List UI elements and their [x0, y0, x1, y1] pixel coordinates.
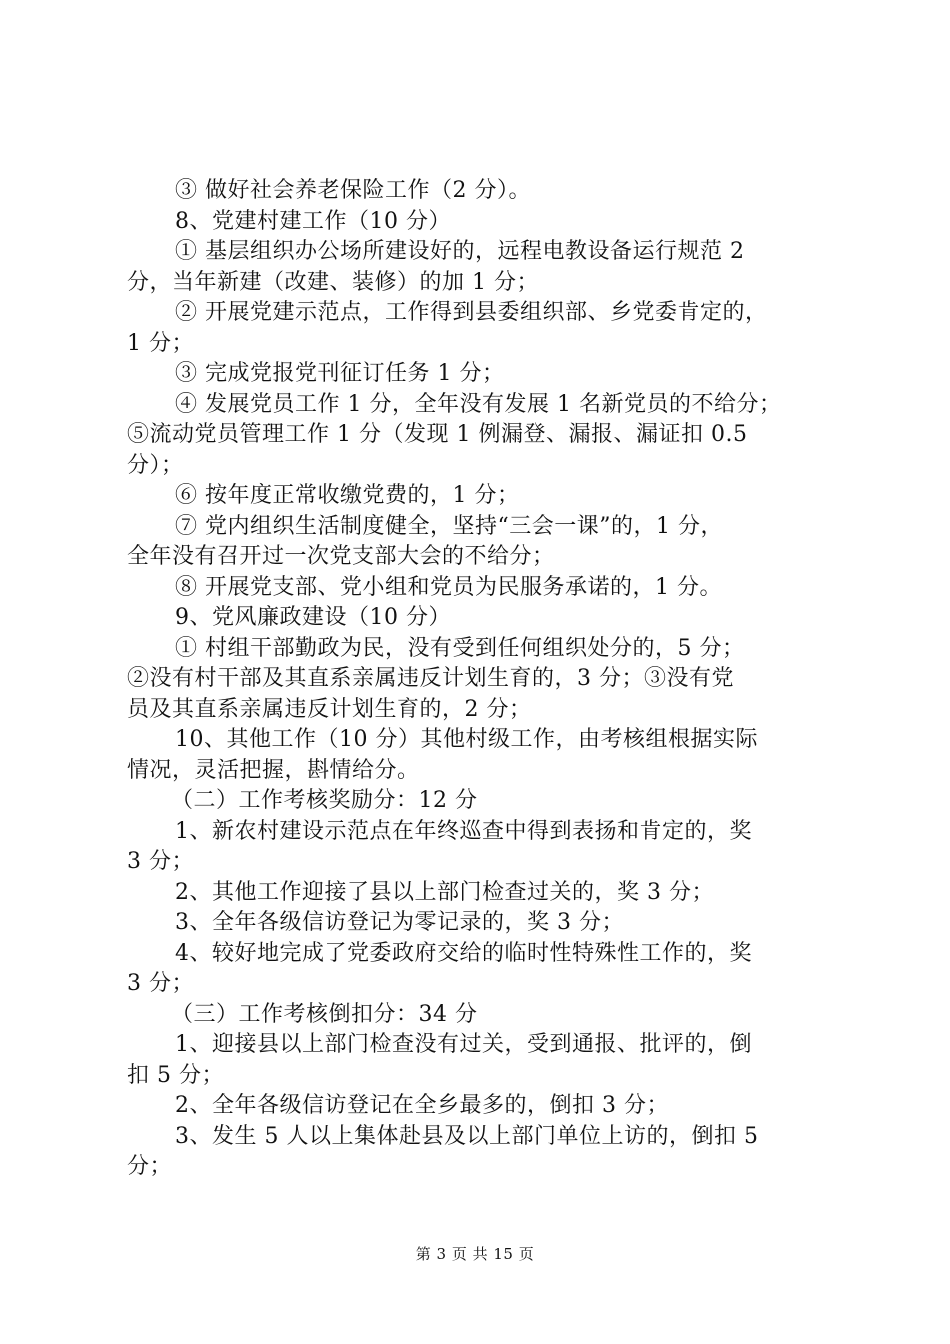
text-line: 9、党风廉政建设（10 分） — [175, 605, 451, 630]
text-line: 1、新农村建设示范点在年终巡查中得到表扬和肯定的，奖 — [175, 818, 752, 844]
text-line: ⑧ 开展党支部、党小组和党员为民服务承诺的，1 分。 — [175, 574, 722, 600]
text-line: ③ 完成党报党刊征订任务 1 分； — [175, 361, 505, 386]
text-line: 1 分； — [127, 330, 194, 356]
text-line: 扣 5 分； — [127, 1062, 224, 1088]
text-line: 分； — [127, 1154, 173, 1179]
text-line: 3 分； — [127, 849, 194, 874]
text-line: 员及其直系亲属违反计划生育的，2 分； — [127, 696, 532, 722]
text-line: 3、全年各级信访登记为零记录的，奖 3 分； — [175, 910, 624, 935]
text-line: 分）； — [127, 452, 184, 478]
text-line: （三）工作考核倒扣分：34 分 — [171, 1001, 478, 1027]
text-line: ⑦ 党内组织生活制度健全，坚持“三会一课”的，1 分， — [175, 513, 723, 539]
text-line: ⑥ 按年度正常收缴党费的，1 分； — [175, 483, 520, 508]
text-line: 10、其他工作（10 分）其他村级工作，由考核组根据实际 — [175, 727, 758, 752]
text-line: 2、其他工作迎接了县以上部门检查过关的，奖 3 分； — [175, 879, 714, 905]
text-line: 全年没有召开过一次党支部大会的不给分； — [127, 544, 555, 569]
text-line: 8、党建村建工作（10 分） — [175, 208, 451, 234]
text-line: 4、较好地完成了党委政府交给的临时性特殊性工作的，奖 — [175, 940, 752, 966]
page-footer: 第 3 页 共 15 页 — [415, 1245, 535, 1263]
text-line: 情况，灵活把握，斟情给分。 — [127, 757, 420, 783]
text-line: ① 基层组织办公场所建设好的，远程电教设备运行规范 2 — [175, 239, 745, 264]
text-line: 3、发生 5 人以上集体赴县及以上部门单位上访的，倒扣 5 — [175, 1123, 759, 1149]
text-line: ③ 做好社会养老保险工作（2 分）。 — [175, 178, 531, 203]
document-body — [127, 176, 832, 1183]
text-line: ② 开展党建示范点，工作得到县委组织部、乡党委肯定的， — [175, 300, 768, 325]
text-line: 分，当年新建（改建、装修）的加 1 分； — [127, 269, 539, 295]
text-line: ① 村组干部勤政为民，没有受到任何组织处分的，5 分； — [175, 635, 745, 661]
text-line: 1、迎接县以上部门检查没有过关，受到通报、批评的，倒 — [175, 1032, 752, 1057]
text-line: ②没有村干部及其直系亲属违反计划生育的，3 分；③没有党 — [127, 666, 734, 691]
text-line: （二）工作考核奖励分：12 分 — [171, 788, 478, 813]
text-line: 3 分； — [127, 971, 194, 996]
text-line: ⑤流动党员管理工作 1 分（发现 1 例漏登、漏报、漏证扣 0.5 — [127, 422, 748, 447]
text-line: 2、全年各级信访登记在全乡最多的，倒扣 3 分； — [175, 1093, 669, 1118]
text-line: ④ 发展党员工作 1 分，全年没有发展 1 名新党员的不给分； — [175, 391, 782, 417]
